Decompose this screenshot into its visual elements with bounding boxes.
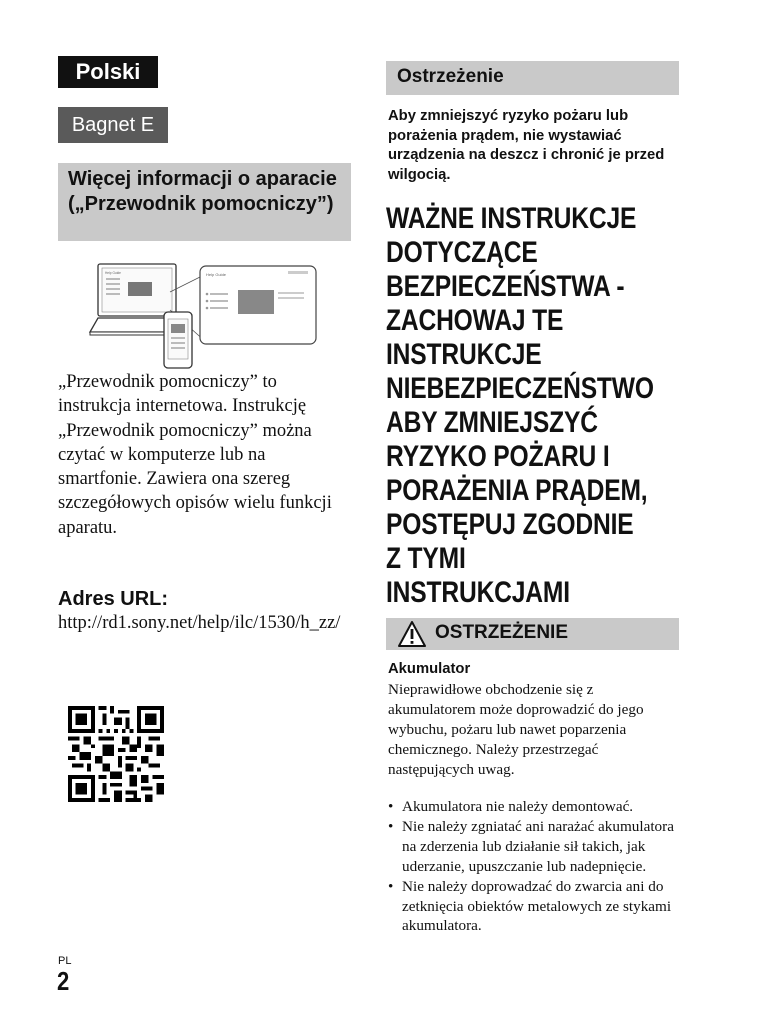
- list-item-text: Akumulatora nie należy demontować.: [402, 798, 634, 815]
- mount-label: Bagnet E: [58, 107, 168, 143]
- important-safety-instructions: WAŻNE INSTRUKCJE DOTYCZĄCE BEZPIECZEŃSTWA -ZACHOWAJ TE INSTRUKCJE NIEBEZPIECZEŃSTWO ABY ZMNIEJSZYĆ RYZYKO POŻARU I PORAŻENIA PRĄDEM, POSTĘPUJ ZGODNIE Z TYMI INSTRUKCJAMI: [386, 202, 654, 609]
- help-guide-url[interactable]: http://rd1.sony.net/help/ilc/1530/h_zz/: [58, 613, 341, 633]
- help-guide-title: Więcej informacji o aparacie („Przewodnik pomocniczy”): [68, 168, 337, 215]
- page-number: 2: [57, 966, 70, 996]
- battery-precautions-list: [388, 797, 688, 936]
- list-item: • Akumulatora nie należy demontować.: [388, 798, 634, 815]
- list-item: • Nie należy doprowadzać do zwarcia ani do zetknięcia obiektów metalowych ze stykami akumulatora.: [388, 877, 672, 935]
- list-item-text: Nie należy zgniatać ani narażać akumulatora na zderzenia lub działanie sił takich, jak uderzanie, upuszczanie lub nadepnięcie.: [402, 817, 674, 875]
- caution-title: OSTRZEŻENIE: [435, 622, 569, 643]
- laptop-and-smartphone-illustration: [88, 262, 328, 372]
- language-tab: Polski: [58, 56, 158, 88]
- help-guide-description: „Przewodnik pomocniczy” to instrukcja internetowa. Instrukcję „Przewodnik pomocniczy” można czytać w komputerze lub na smartfonie. Zawiera ona szereg szczegółowych opisów wielu funkcji aparatu.: [58, 372, 332, 538]
- phone-screen-label: Help Guide: [206, 272, 227, 277]
- list-item: • Nie należy zgniatać ani narażać akumulatora na zderzenia lub działanie sił takich, jak uderzanie, upuszczanie lub nadepnięcie.: [388, 817, 674, 875]
- battery-section-title: Akumulator: [388, 661, 471, 677]
- qr-code-icon: [68, 706, 164, 802]
- url-label: Adres URL:: [58, 588, 169, 610]
- warning-triangle-icon: [397, 620, 427, 648]
- warning-title: Ostrzeżenie: [397, 66, 504, 87]
- battery-section-text: Nieprawidłowe obchodzenie się z akumulatorem może doprowadzić do jego wybuchu, pożaru lub nawet poparzenia chemicznego. Należy przestrzegać następujących uwag.: [388, 681, 644, 778]
- laptop-screen-label: Help Guide: [105, 271, 121, 275]
- language-code: PL: [58, 955, 72, 967]
- list-item-text: Nie należy doprowadzać do zwarcia ani do zetknięcia obiektów metalowych ze stykami akumulatora.: [402, 877, 672, 935]
- warning-text: Aby zmniejszyć ryzyko pożaru lub porażenia prądem, nie wystawiać urządzenia na deszcz i chronić je przed wilgocią.: [388, 108, 665, 183]
